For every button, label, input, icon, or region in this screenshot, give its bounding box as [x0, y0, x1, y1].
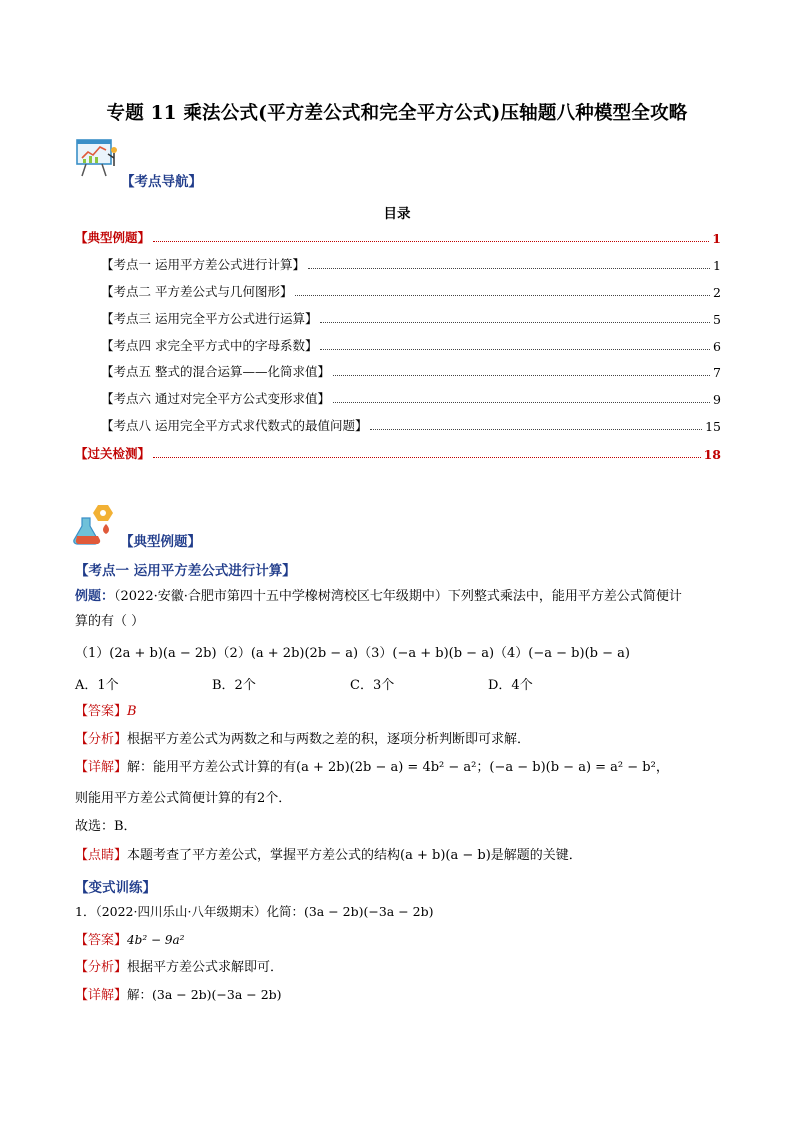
example-expressions: （1）(2a + b)(a − 2b)（2）(a + 2b)(2b − a)（3）(−a + b)(b − a)（4）(−a − b)(b − a) [75, 646, 630, 661]
toc-item-page: 6 [713, 339, 721, 354]
option-c: C．3个 [350, 678, 395, 693]
toc-leader [370, 428, 702, 430]
analysis-tag: 【分析】 [75, 732, 128, 747]
toc-item-label: 【典型例题】 [75, 230, 151, 245]
detail-text: 解：能用平方差公式计算的有(a + 2b)(2b − a) = 4b² − a²；(−a − b)(b − a) = a² − b²， [127, 760, 669, 775]
toc-item-label: 【考点三 运用完全平方公式进行运算】 [101, 311, 318, 326]
toc-item-page: 5 [713, 312, 721, 327]
toc-item-topic-3[interactable] [101, 309, 721, 327]
toc-item-page: 18 [703, 447, 721, 462]
toc-item-label: 【考点六 通过对完全平方公式变形求值】 [101, 391, 330, 406]
toc-item-label: 【考点一 运用平方差公式进行计算】 [101, 257, 305, 272]
toc-item-final-check[interactable] [75, 444, 721, 462]
toc-leader [295, 294, 710, 296]
examples-section-label: 【典型例题】 [120, 534, 201, 550]
answer-value: B [127, 704, 137, 719]
q1-detail-tag: 【详解】 [75, 988, 128, 1003]
toc-leader [320, 348, 710, 350]
detail-line-2: 则能用平方差公式简便计算的有2个． [75, 791, 292, 806]
choose-line: 故选：B． [75, 819, 137, 834]
toc-item-label: 【考点八 运用完全平方式求代数式的最值问题】 [101, 418, 368, 433]
toc-item-label: 【考点四 求完全平方式中的字母系数】 [101, 338, 318, 353]
topic-1-heading: 【考点一 运用平方差公式进行计算】 [75, 563, 296, 579]
example-text: （2022·安徽·合肥市第四十五中学橡树湾校区七年级期中）下列整式乘法中，能用平方差公式简便计 [114, 589, 682, 604]
toc-item-page: 2 [713, 285, 721, 300]
option-a: A．1个 [75, 678, 119, 693]
comment-tag: 【点睛】 [75, 848, 128, 863]
comment-line [75, 846, 582, 866]
toc-item-topic-4[interactable] [101, 336, 721, 354]
toc-item-page: 1 [713, 258, 721, 273]
variant-training-label: 【变式训练】 [75, 880, 156, 896]
page-title: 专题 11 乘法公式(平方差公式和完全平方公式)压轴题八种模型全攻略 [106, 103, 688, 124]
detail-line [75, 758, 669, 778]
presentation-board-icon [74, 136, 120, 180]
toc-leader [153, 240, 709, 242]
toc-item-topic-5[interactable] [101, 362, 721, 380]
option-b: B．2个 [212, 678, 256, 693]
answer-tag: 【答案】 [75, 704, 128, 719]
analysis-text: 根据平方差公式为两数之和与两数之差的积，逐项分析判断即可求解． [127, 732, 531, 747]
example-question-line-1 [75, 587, 682, 607]
toc-leader [308, 267, 710, 269]
toc-leader [333, 374, 710, 376]
q1-analysis-line [75, 958, 283, 978]
q1-answer-line [75, 930, 184, 951]
toc-item-label: 【考点二 平方差公式与几何图形】 [101, 284, 293, 299]
example-prefix: 例题： [75, 589, 115, 604]
toc-leader [153, 456, 701, 458]
q1-analysis-text: 根据平方差公式求解即可． [127, 960, 284, 975]
option-d: D．4个 [488, 678, 533, 693]
toc-item-topic-1[interactable] [101, 255, 721, 273]
flask-icon [72, 502, 118, 546]
toc-item-topic-2[interactable] [101, 282, 721, 300]
q1-answer-tag: 【答案】 [75, 933, 128, 948]
toc-item-label: 【过关检测】 [75, 446, 151, 461]
toc-heading: 目录 [383, 206, 411, 222]
toc-leader [320, 321, 710, 323]
comment-text: 本题考查了平方差公式，掌握平方差公式的结构(a + b)(a − b)是解题的关键． [127, 848, 582, 863]
nav-section-label: 【考点导航】 [121, 174, 202, 190]
toc-item-topic-8[interactable] [101, 416, 721, 434]
toc-leader [333, 401, 710, 403]
detail-tag: 【详解】 [75, 760, 128, 775]
analysis-line [75, 730, 530, 750]
toc-item-page: 9 [713, 392, 721, 407]
toc-item-label: 【考点五 整式的混合运算——化简求值】 [101, 364, 330, 379]
toc-item-topic-6[interactable] [101, 389, 721, 407]
q1-detail-text: 解：(3a − 2b)(−3a − 2b) [127, 987, 282, 1002]
answer-line [75, 702, 137, 722]
q1-question: 1．（2022·四川乐山·八年级期末）化简：(3a − 2b)(−3a − 2b) [75, 904, 434, 919]
q1-analysis-tag: 【分析】 [75, 960, 128, 975]
q1-detail-line [75, 985, 282, 1006]
q1-answer: 4b² − 9a² [127, 933, 185, 947]
toc-item-typical-examples[interactable] [75, 228, 721, 246]
toc-item-page: 7 [713, 365, 721, 380]
example-question-line-2: 算的有（ ） [75, 614, 145, 629]
toc-item-page: 1 [712, 231, 721, 246]
toc-item-page: 15 [705, 419, 721, 434]
